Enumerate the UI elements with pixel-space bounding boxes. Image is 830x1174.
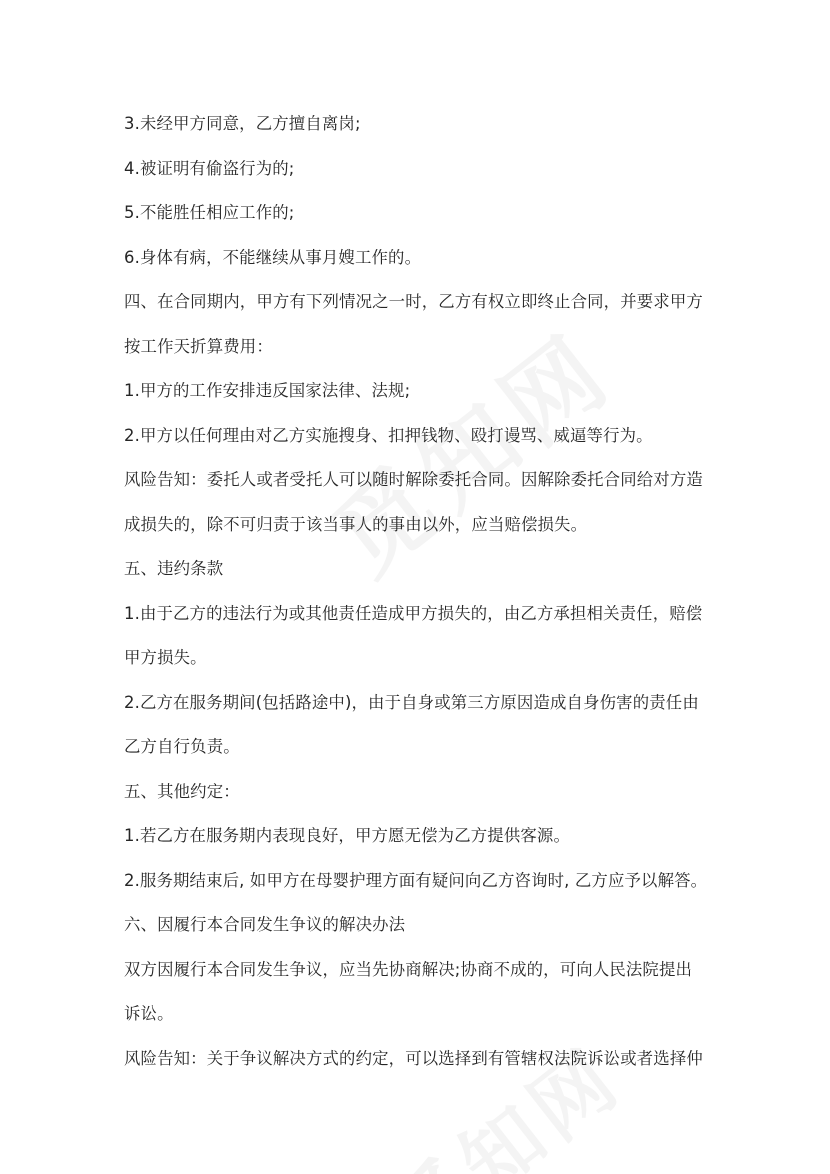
text-line-clause-3: 3.未经甲方同意，乙方擅自离岗; [124, 114, 361, 133]
text-line-clause-5: 5.不能胜任相应工作的; [124, 203, 295, 222]
text-line-clause-6: 6.身体有病，不能继续从事月嫂工作的。 [124, 247, 422, 267]
text-line-6: 双方因履行本合同发生争议，应当先协商解决;协商不成的，可向人民法院提出 [124, 959, 693, 979]
section-heading-4: 四、在合同期内，甲方有下列情况之一时，乙方有权立即终止合同，并要求甲方 [124, 292, 703, 311]
text-line: 甲方损失。 [124, 648, 207, 667]
text-line: 按工作天折算费用： [124, 336, 273, 356]
risk-notice: 风险告知：委托人或者受托人可以随时解除委托合同。因解除委托合同给对方造 [124, 470, 703, 489]
risk-notice-2: 风险告知：关于争议解决方式的约定，可以选择到有管辖权法院诉讼或者选择仲 [124, 1048, 703, 1068]
text-line-4-2: 2.甲方以任何理由对乙方实施搜身、扣押钱物、殴打谩骂、威逼等行为。 [124, 425, 653, 445]
text-line: 乙方自行负责。 [124, 737, 240, 756]
section-heading-5-breach: 五、违约条款 [124, 559, 224, 578]
text-line: 诉讼。 [124, 1004, 174, 1023]
text-line-other-2: 2.服务期结束后, 如甲方在母婴护理方面有疑问向乙方咨询时, 乙方应予以解答。 [124, 870, 708, 890]
text-line-5-2: 2.乙方在服务期间(包括路途中)，由于自身或第三方原因造成自身伤害的责任由 [124, 692, 699, 712]
text-line-other-1: 1.若乙方在服务期内表现良好，甲方愿无偿为乙方提供客源。 [124, 826, 570, 845]
text-line-clause-4: 4.被证明有偷盗行为的; [124, 158, 295, 178]
text-line: 成损失的，除不可归责于该当事人的事由以外，应当赔偿损失。 [124, 514, 588, 534]
text-line-4-1: 1.甲方的工作安排违反国家法律、法规; [124, 381, 411, 400]
text-line-5-1: 1.由于乙方的违法行为或其他责任造成甲方损失的，由乙方承担相关责任，赔偿 [124, 603, 703, 623]
document-body [124, 102, 724, 1081]
section-heading-6: 六、因履行本合同发生争议的解决办法 [124, 915, 406, 934]
section-heading-5-other: 五、其他约定： [124, 781, 240, 801]
